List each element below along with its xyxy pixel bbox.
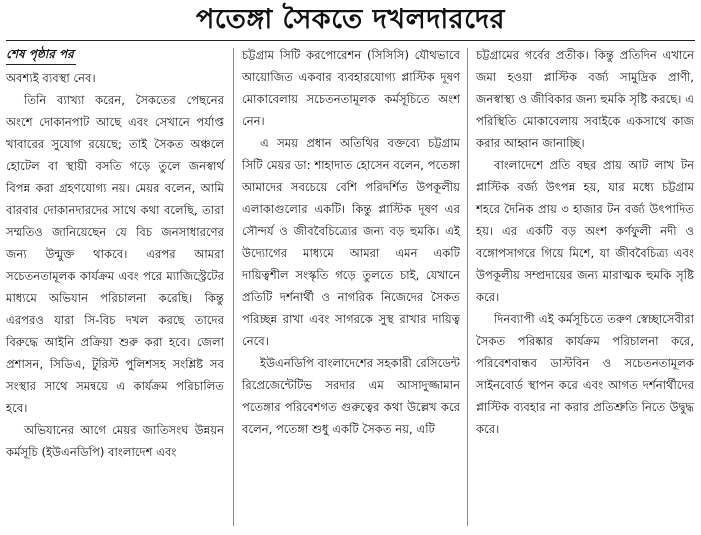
paragraph: দিনব্যাপী এই কর্মসূচিতে তরুণ স্বেচ্ছাসেবীরা সৈকত পরিষ্কার কার্যক্রম পরিচালনা করে, পরিবেশবান্ধব ডাস্টবিন ও সচেতনতামূলক সাইনবোর্ড স্থাপন করে এবং আগত দর্শনার্থীদের প্লাস্টিক ব্যবহার না করার প্রতিশ্রুতি নিতে উদ্বুদ্ধ করে। <box>476 312 694 436</box>
headline-rule <box>6 40 695 41</box>
headline: পতেঙ্গা সৈকতে দখলদারদের <box>195 4 505 35</box>
paragraph: তিনি ব্যাখ্যা করেন, সৈকতের পেছনের অংশে দোকানপাট আছে এবং সেখানে পর্যাপ্ত খাবারের সুযোগ রয়েছে; তাই সৈকত অঞ্চলে হোটেল বা স্থায়ী বসতি গড়ে তুলে জনস্বার্থ বিপন্ন করা গ্রহণযোগ্য নয়। মেয়র বলেন, আমি বারবার দোকানদারদের সাথে কথা বলেছি, তারা সম্মতিও জানিয়েছেন যে বিচ জনসাধারণের জন্য উন্মুক্ত থাকবে। এরপর আমরা সচেতনতামূলক কার্যক্রম এবং পরে ম্যাজিস্ট্রেটের মাধ্যমে অভিযান পরিচালনা করেছি। কিন্তু এরপরও যারা সি-বিচ দখল করছে তাদের বিরুদ্ধে আইনি প্রক্রিয়া শুরু করা হবে। জেলা প্রশাসন, সিডিএ, টুরিস্ট পুলিশসহ সংশ্লিষ্ট সব সংস্থার সাথে সমন্বয়ে এ কার্যক্রম পরিচালিত হবে। <box>6 93 224 415</box>
paragraph: ইউএনডিপি বাংলাদেশের সহকারী রেসিডেন্ট রিপ্রেজেন্টেটিভ সরদার এম আসাদুজ্জামান পতেঙ্গার পরিবেশগত গুরুত্বের কথা উল্লেখ করে বলেন, পতেঙ্গা শুধু একটি সৈকত নয়, এটি <box>242 356 460 436</box>
paragraph: অবশ্যই ব্যবস্থা নেব। <box>6 71 96 85</box>
article-column-2 <box>242 44 460 440</box>
paragraph: বাংলাদেশে প্রতি বছর প্রায় আট লাখ টন প্লাস্টিক বর্জ্য উৎপন্ন হয়, যার মধ্যে চট্টগ্রাম শহরে দৈনিক প্রায় ৩ হাজার টন বর্জ্য উৎপাদিত হয়। এর একটি বড় অংশ কর্ণফুলী নদী ও বঙ্গোপসাগরে গিয়ে মিশে, যা জীববৈচিত্র্য এবং উপকূলীয় সম্প্রদায়ের জন্য মারাত্মক হুমকি সৃষ্টি করে। <box>476 158 694 304</box>
paragraph: এ সময় প্রধান অতিথির বক্তব্যে চট্টগ্রাম সিটি মেয়র ডা: শাহাদাত হোসেন বলেন, পতেঙ্গা আমাদের সবচেয়ে বেশি পরিদর্শিত উপকূলীয় এলাকাগুলোর একটি। কিন্তু প্লাস্টিক দূষণ এর সৌন্দর্য ও জীববৈচিত্র্যের জন্য বড় হুমকি। এই উদ্যোগের মাধ্যমে আমরা এমন একটি দায়িত্বশীল সংস্কৃতি গড়ে তুলতে চাই, যেখানে প্রতিটি দর্শনার্থী ও নাগরিক নিজেদের সৈকত পরিচ্ছন্ন রাখা এবং সাগরকে সুস্থ রাখার দায়িত্ব নেবে। <box>242 136 460 348</box>
article-column-3 <box>476 44 694 440</box>
column-divider <box>233 48 234 526</box>
paragraph: অভিযানের আগে মেয়র জাতিসংঘ উন্নয়ন কর্মসূচি (ইউএনডিপি) বাংলাদেশ এবং <box>6 423 224 459</box>
paragraph: চট্টগ্রামের গর্বের প্রতীক। কিন্তু প্রতিদিন এখানে জমা হওয়া প্লাস্টিক বর্জ্য সামুদ্রিক প্রাণী, জনস্বাস্থ্য ও জীবিকার জন্য হুমকি সৃষ্টি করছে। এ পরিস্থিতি মোকাবেলায় সবাইকে একসাথে কাজ করার আহ্বান জানাচ্ছি। <box>476 48 694 150</box>
column-divider <box>467 48 468 526</box>
continuation-label: শেষ পৃষ্ঠার পর <box>6 44 76 65</box>
paragraph: চট্টগ্রাম সিটি করপোরেশন (সিসিসি) যৌথভাবে আয়োজিত একবার ব্যবহারযোগ্য প্লাস্টিক দূষণ মোকাবেলায় সচেতনতামূলক কর্মসূচিতে অংশ নেন। <box>242 48 460 128</box>
article-column-1 <box>6 44 224 463</box>
